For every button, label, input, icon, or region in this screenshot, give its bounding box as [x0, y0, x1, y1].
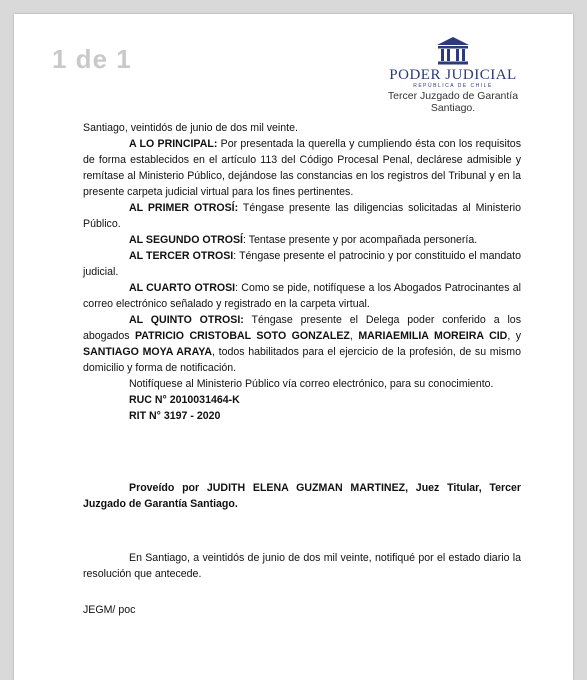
- courthouse-icon: [436, 36, 470, 66]
- otrosi-1-paragraph: [83, 200, 521, 232]
- separator-1: ,: [349, 330, 359, 342]
- principal-paragraph: [83, 136, 521, 200]
- document-page: [14, 14, 573, 680]
- lawyer-2: MARIAEMILIA MOREIRA CID: [358, 330, 508, 342]
- otrosi-4-label: AL CUARTO OTROSI: [129, 282, 236, 294]
- proveido-text: Proveído por JUDITH ELENA GUZMAN MARTINEZ, Juez Titular, Tercer Juzgado de Garantía Santiago.: [83, 482, 521, 510]
- otrosi-4-text: : Como se pide, notifíquese a los Abogados Patrocinantes al correo electrónico señalado y registrado en la carpeta virtual.: [83, 282, 521, 310]
- otrosi-4-paragraph: [83, 280, 521, 312]
- org-subtitle: REPÚBLICA DE CHILE: [413, 83, 493, 89]
- otrosi-3-label: AL TERCER OTROSI: [129, 250, 234, 262]
- proveido-paragraph: [83, 480, 521, 512]
- page-counter: 1 de 1: [52, 44, 132, 74]
- rit-value: RIT N° 3197 - 2020: [129, 410, 221, 422]
- lawyer-1: PATRICIO CRISTOBAL SOTO GONZALEZ: [135, 330, 350, 342]
- notification-paragraph: En Santiago, a veintidós de junio de dos mil veinte, notifiqué por el estado diario la resolución que antecede.: [83, 552, 521, 580]
- rit-line: [83, 408, 521, 424]
- otrosi-2-label: AL SEGUNDO OTROSÍ: [129, 234, 243, 246]
- otrosi-5-label: AL QUINTO OTROSI:: [129, 314, 244, 326]
- principal-text: Por presentada la querella y cumpliendo ésta con los requisitos de forma establecidos en el artículo 113 del Código Procesal Penal, declárese admisible y remítase al Ministerio Público, dejándose las constancias en los registros del Tribunal y en la presente carpeta judicial virtual para los fines pertinentes.: [83, 138, 521, 198]
- principal-label: A LO PRINCIPAL:: [129, 138, 218, 150]
- otrosi-5-paragraph: [83, 312, 521, 376]
- otrosi-2-text: : Tentase presente y por acompañada personería.: [243, 234, 478, 246]
- org-name: PODER JUDICIAL: [389, 67, 517, 83]
- otrosi-3-paragraph: [83, 248, 521, 280]
- otrosi-5-text-b: , todos habilitados para el ejercicio de la profesión, de su mismo domicilio y forma de notificación.: [83, 346, 521, 374]
- otrosi-1-text: Téngase presente las diligencias solicitadas al Ministerio Público.: [83, 202, 521, 230]
- lawyer-3: SANTIAGO MOYA ARAYA: [83, 346, 213, 358]
- ruc-line: [83, 392, 521, 408]
- resolution-body: [83, 120, 521, 618]
- court-city: Santiago.: [430, 102, 476, 114]
- court-name: Tercer Juzgado de Garantía: [387, 90, 519, 102]
- otrosi-2-paragraph: [83, 232, 521, 248]
- notify-line: Notifíquese al Ministerio Público vía correo electrónico, para su conocimiento.: [129, 378, 494, 390]
- ruc-value: RUC N° 2010031464-K: [129, 394, 240, 406]
- otrosi-5-text-a: Téngase presente el Delega poder conferido a los abogados: [83, 314, 521, 342]
- poder-judicial-header: [378, 36, 528, 114]
- initials: JEGM/ poc: [83, 604, 136, 616]
- otrosi-1-label: AL PRIMER OTROSÍ:: [129, 202, 239, 214]
- date-line: Santiago, veintidós de junio de dos mil veinte.: [83, 122, 298, 134]
- separator-2: , y: [507, 330, 522, 342]
- otrosi-3-text: : Téngase presente el patrocinio y por constituido el mandato judicial.: [83, 250, 522, 278]
